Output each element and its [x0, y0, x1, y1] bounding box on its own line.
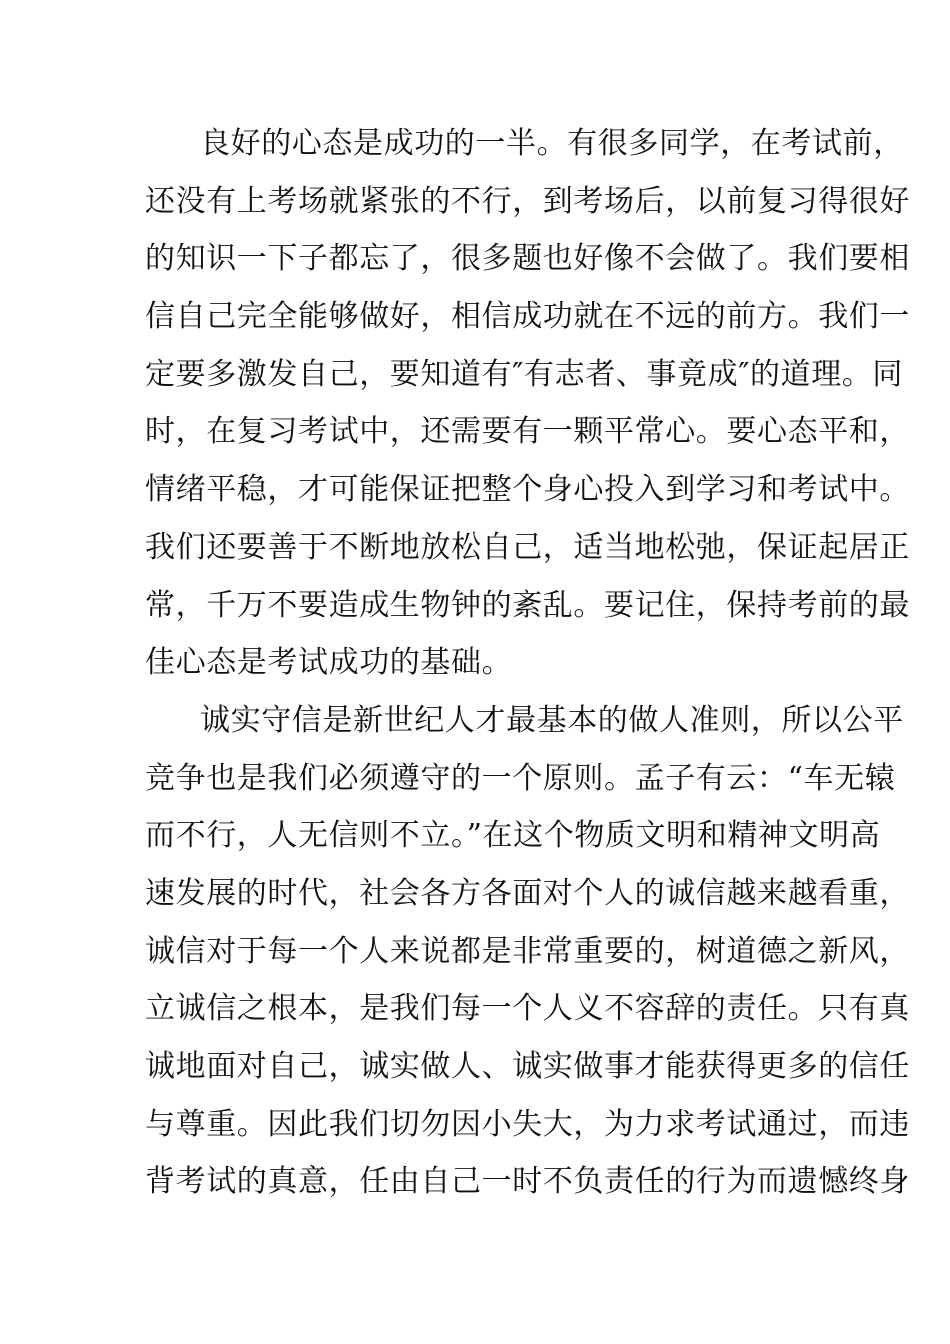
paragraph-line: 竞争也是我们必须遵守的一个原则。孟子有云：“车无辕: [145, 760, 896, 796]
paragraph-line: 速发展的时代，社会各方各面对个人的诚信越来越看重，: [145, 875, 910, 911]
paragraph-line: 而不行，人无信则不立。”在这个物质文明和精神文明高: [145, 818, 881, 854]
paragraph-line: 情绪平稳，才可能保证把整个身心投入到学习和考试中。: [145, 472, 910, 508]
paragraph-line: 立诚信之根本，是我们每一个人义不容辞的责任。只有真: [145, 991, 910, 1027]
paragraph-line: 还没有上考场就紧张的不行，到考场后，以前复习得很好: [145, 183, 910, 219]
paragraph-line: 佳心态是考试成功的基础。: [145, 645, 513, 681]
paragraph-line: 诚信对于每一个人来说都是非常重要的，树道德之新风，: [145, 933, 910, 969]
paragraph-mindset: [145, 115, 910, 692]
paragraph-line: 信自己完全能够做好，相信成功就在不远的前方。我们一: [145, 299, 910, 335]
paragraph-line: 时，在复习考试中，还需要有一颗平常心。要心态平和，: [145, 414, 910, 450]
paragraph-line: 常，千万不要造成生物钟的紊乱。要记住，保持考前的最: [145, 587, 910, 623]
paragraph-line: 的知识一下子都忘了，很多题也好像不会做了。我们要相: [145, 241, 910, 277]
document-body: [145, 115, 910, 1211]
paragraph-integrity: [145, 692, 910, 1211]
paragraph-line: 诚地面对自己，诚实做人、诚实做事才能获得更多的信任: [145, 1049, 910, 1084]
paragraph-line: 我们还要善于不断地放松自己，适当地松弛，保证起居正: [145, 529, 910, 565]
paragraph-line: 定要多激发自己，要知道有″有志者、事竟成″的道理。同: [145, 356, 904, 392]
paragraph-line: 与尊重。因此我们切勿因小失大，为力求考试通过，而违: [145, 1106, 910, 1142]
paragraph-line: 背考试的真意，任由自己一时不负责任的行为而遗憾终身: [145, 1164, 910, 1200]
paragraph-line: 诚实守信是新世纪人才最基本的做人准则，所以公平: [200, 702, 904, 738]
paragraph-line: 良好的心态是成功的一半。有很多同学，在考试前，: [200, 126, 904, 161]
